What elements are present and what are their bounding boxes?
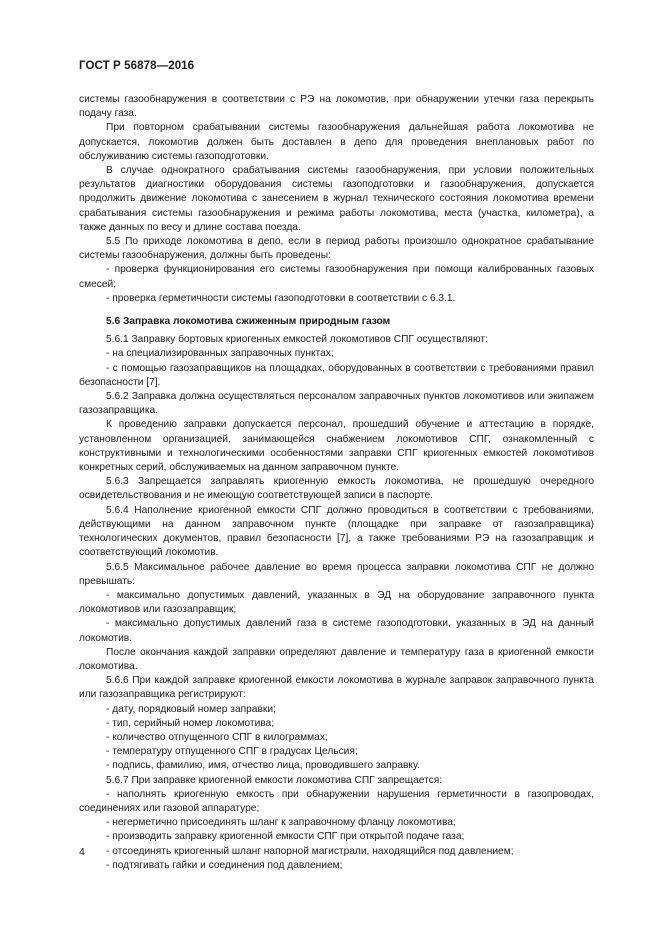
list-item: - максимально допустимых давлений, указанных в ЭД на оборудование заправочного пункта локомотивов или газозаправщик;: [79, 589, 594, 616]
paragraph-clause-5-6-2: 5.6.2 Заправка должна осуществляться персоналом заправочных пунктов локомотивов или экипажем газозаправщика.: [79, 391, 594, 417]
list-item: - негерметично присоединять шланг к заправочному фланцу локомотива;: [106, 817, 456, 829]
list-item: - проверка герметичности системы газоподготовки в соответствии с 6.3.1.: [106, 292, 456, 304]
paragraph-clause-5-6-6: 5.6.6 При каждой заправке криогенной емкости локомотива в журнале заправок заправочного пункта или газозаправщика регистрируют:: [79, 675, 594, 701]
paragraph-clause-5-6-5: 5.6.5 Максимальное рабочее давление во время процесса заправки локомотива СПГ не должно превышать:: [79, 561, 594, 587]
standard-header: ГОСТ Р 56878—2016: [79, 60, 195, 72]
list-item: - температуру отпущенного СПГ в градусах Цельсия;: [106, 746, 358, 758]
list-item: - подпись, фамилию, имя, отчество лица, проводившего заправку.: [106, 760, 420, 772]
list-item: - максимально допустимых давлений газа в системе газоподготовки, указанных в ЭД на данный локомотив.: [79, 618, 594, 644]
paragraph-clause-5-6-3: 5.6.3 Запрещается заправлять криогенную емкость локомотива, не прошедшую очередного освидетельствования и не имеющую соответствующей записи в паспорте.: [79, 476, 594, 502]
list-item: - проверка функционирования его системы газообнаружения при помощи калиброванных газовых смесей;: [79, 264, 594, 290]
list-item: - с помощью газозаправщиков на площадках, оборудованных в соответствии с требованиями правил безопасности [7].: [79, 362, 594, 388]
list-item: - на специализированных заправочных пунктах;: [106, 348, 334, 360]
section-heading-5-6: 5.6 Заправка локомотива сжиженным природным газом: [106, 316, 391, 328]
list-item: - дату, порядковый номер заправки;: [106, 703, 276, 715]
list-item: - подтягивать гайки и соединения под давлением;: [106, 859, 343, 871]
paragraph-continuation: системы газообнаружения в соответствии с РЭ на локомотив, при обнаружении утечки газа перекрыть подачу газа.: [79, 94, 594, 120]
document-body: [79, 93, 594, 873]
paragraph-clause-5-6-7: 5.6.7 При заправке криогенной емкости локомотива СПГ запрещается:: [106, 774, 443, 786]
list-item: - отсоединять криогенный шланг напорной магистрали, находящийся под давлением;: [106, 845, 514, 857]
paragraph: После окончания каждой заправки определяют давление и температуру газа в криогенной емкости локомотива.: [79, 646, 594, 672]
paragraph: К проведению заправки допускается персонал, прошедший обучение и аттестацию в порядке, установленном организацией, занимающейся снабжением локомотивов СПГ, ознакомленный с конструктивными и технологическими особенностями заправки СПГ криогенных емкостей локомотивов конкретных серий, обслуживаемых на данном заправочном пункте.: [79, 419, 594, 474]
paragraph-clause-5-5: 5.5 По приходе локомотива в депо, если в период работы произошло однократное срабатывание системы газообнаружения, должны быть проведены:: [79, 236, 594, 262]
paragraph: При повторном срабатывании системы газообнаружения дальнейшая работа локомотива не допускается, локомотив должен быть доставлен в депо для проведения внеплановых работ по обслуживанию системы газоподготовки.: [79, 122, 594, 162]
list-item: - тип, серийный номер локомотива;: [106, 717, 275, 729]
paragraph: В случае однократного срабатывания системы газообнаружения, при условии положительных результатов диагностики оборудования системы газоподготовки и газообнаружения, допускается продолжить движение локомотива с занесением в журнал технического состояния локомотива времени срабатывания системы газообнаружения и режима работы локомотива, места (участка, километра), а также данных по весу и длине состава поезда.: [79, 165, 594, 233]
list-item: - количество отпущенного СПГ в килограммах;: [106, 731, 328, 743]
paragraph-clause-5-6-1: 5.6.1 Заправку бортовых криогенных емкостей локомотивов СПГ осуществляют:: [106, 334, 488, 346]
list-item: - наполнять криогенную емкость при обнаружении нарушения герметичности в газопроводах, соединениях или газовой аппаратуре;: [79, 788, 594, 814]
paragraph-clause-5-6-4: 5.6.4 Наполнение криогенной емкости СПГ должно проводиться в соответствии с требованиями, действующими на данном заправочном пункте (площадке при заправке от газозаправщика) технологических документов, правил безопасности [7], а также требованиями РЭ на газозаправщик и соответствующий локомотив.: [79, 504, 594, 559]
list-item: - производить заправку криогенной емкости СПГ при открытой подаче газа;: [106, 831, 465, 843]
page-number: 4: [79, 846, 85, 858]
